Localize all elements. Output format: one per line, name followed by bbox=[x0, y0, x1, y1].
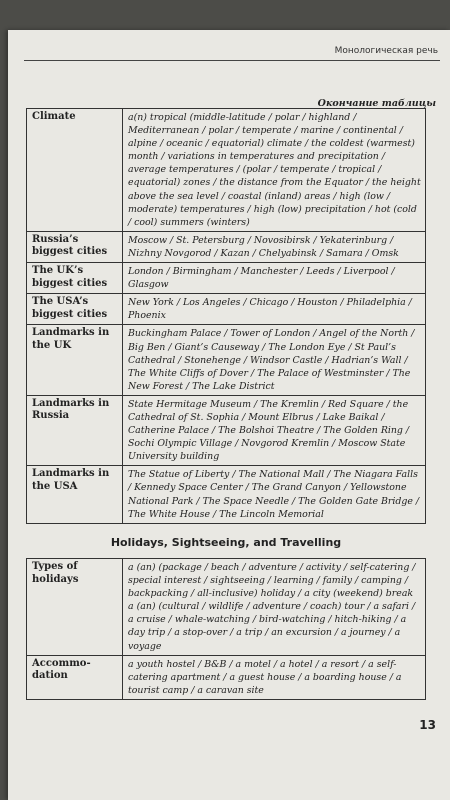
header-title: Монологическая речь bbox=[334, 46, 438, 56]
row-category: The UK’s biggest cities bbox=[27, 263, 123, 294]
row-content: New York / Los Angeles / Chicago / Houston / Philadelphia / Phoenix bbox=[123, 294, 426, 325]
row-content: a(n) tropical (middle-latitude / polar / highland / Mediterranean / polar / temperate / marine / continental / alpine / oceanic / equatorial) climate / the coldest (warmest) month / variations in temperatures and precipitation / average temperatures / (polar / temperate / tropical / equatorial) zones / the distance from the Equator / the height above the sea level / coastal (inland) areas / high (low / moderate) temperatures / high (low) precipitation / hot (cold / cool) summers (winters) bbox=[123, 109, 426, 232]
table-row bbox=[27, 109, 426, 232]
row-content: State Hermitage Museum / The Kremlin / Red Square / the Cathedral of St. Sophia / Mount Elbrus / Lake Baikal / Catherine Palace / The Bolshoi Theatre / The Golden Ring / Sochi Olympic Village / Novgorod Kremlin / Moscow State University building bbox=[123, 395, 426, 465]
row-category: Landmarks in the UK bbox=[27, 325, 123, 395]
table-row bbox=[27, 559, 426, 656]
row-category: Accommo-dation bbox=[27, 655, 123, 699]
row-content: Buckingham Palace / Tower of London / Angel of the North / Big Ben / Giant’s Causeway / The London Eye / St Paul’s Cathedral / Stonehenge / Windsor Castle / Hadrian’s Wall / The White Cliffs of Dover / The Palace of Westminster / The New Forest / The Lake District bbox=[123, 325, 426, 395]
row-category: Types of holidays bbox=[27, 559, 123, 656]
row-content: a youth hostel / B&B / a motel / a hotel / a resort / a self-catering apartment / a guest house / a boarding house / a tourist camp / a caravan site bbox=[123, 655, 426, 699]
table-row bbox=[27, 325, 426, 395]
row-category: Russia’s biggest cities bbox=[27, 231, 123, 262]
section-title: Holidays, Sightseeing, and Travelling bbox=[110, 536, 342, 549]
table-row bbox=[27, 294, 426, 325]
table-row bbox=[27, 655, 426, 699]
page-number: 13 bbox=[419, 718, 436, 732]
row-content: a (an) (package / beach / adventure / activity / self-catering / special interest / sightseeing / learning / family / camping / backpacking / all-inclusive) holiday / a city (weekend) break a (an) (cultural / wildlife / adventure / coach) tour / a safari / a cruise / whale-watching / bird-watching / hitch-hiking / a day trip / a stop-over / a trip / an excursion / a journey / a voyage bbox=[123, 559, 426, 656]
table-caption: Окончание таблицы bbox=[317, 98, 436, 109]
row-content: Moscow / St. Petersburg / Novosibirsk / Yekaterinburg / Nizhny Novgorod / Kazan / Chelyabinsk / Samara / Omsk bbox=[123, 231, 426, 262]
table-row bbox=[27, 395, 426, 465]
row-category: The USA’s biggest cities bbox=[27, 294, 123, 325]
row-content: London / Birmingham / Manchester / Leeds / Liverpool / Glasgow bbox=[123, 263, 426, 294]
table-row bbox=[27, 231, 426, 262]
row-content: The Statue of Liberty / The National Mall / The Niagara Falls / Kennedy Space Center / The Grand Canyon / Yellowstone National Park / The Space Needle / The Golden Gate Bridge / The White House / The Lincoln Memorial bbox=[123, 466, 426, 523]
table-row bbox=[27, 263, 426, 294]
running-header bbox=[24, 44, 440, 61]
vocabulary-table-bottom bbox=[26, 558, 426, 700]
row-category: Climate bbox=[27, 109, 123, 232]
vocabulary-table-top bbox=[26, 108, 426, 524]
row-category: Landmarks in Russia bbox=[27, 395, 123, 465]
row-category: Landmarks in the USA bbox=[27, 466, 123, 523]
table-row bbox=[27, 466, 426, 523]
